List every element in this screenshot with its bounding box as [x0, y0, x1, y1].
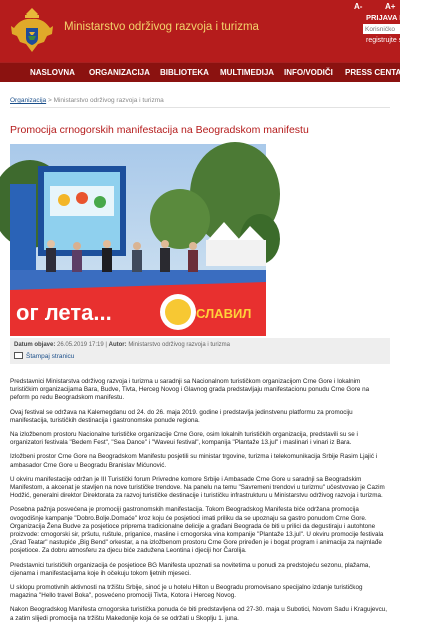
article-paragraph: Predstavnici Ministarstva održivog razvoja i turizma u saradnji sa Nacionalnom turističkom organizacijom Crne Gore i lokalnim turističkim organizacijama Bara, Budve, Tivta, Herceg Novog i Glavnog grada predstavljaju manifestacionu ponudu Crne Gore na peform po redu Beogradskom manifestu. [10, 378, 370, 402]
banner-text: ог лета... [16, 300, 112, 325]
article-meta-bar [10, 338, 390, 364]
breadcrumb-current: Ministarstvo održivog razvoja i turizma [53, 97, 164, 104]
nav-item-organizacija[interactable]: ORGANIZACIJA [89, 68, 150, 77]
article-paragraph: U sklopu promotivnih aktivnosti na tržištu Srbije, sinoć je u hotelu Hilton u Beogradu promovisano specijalno izdanje turističkog magazina "Hello travel Boka", posvećeno promociji Tivta, Kotora i Herceg Novog. [10, 584, 363, 600]
nav-item-info-vodici[interactable]: INFO/VODIČI [284, 68, 333, 77]
print-page-link[interactable] [14, 352, 74, 360]
article-paragraph: Posebna pažnja posvećena je promociji gastronomskih manifestacija. Tokom Beogradskog Manifesta biće održana promocija ovogodišnje kampanje "Dobro.Bolje.Domaće" kroz koju će posjetioci imati priliku da se upoznaju sa gastro ponudom Crne Gore. Organizacija Žena Budve za posjetioce priprema tradicionalne delicije a građani Beograda će biti u prilici da degustiraju i autohtone proizvode: crnogorski sir, pršutu, ruštule, priganice, masline i crnogorska vina kompanije "Plantaže 13.jul". U okviru promocije festivala „Grad Teatar" nastupiće „Big Bend" orkestar, a na izložbenom prostoru Crne Gore priređen je i bogat program i animacija za najmlađe posjetioce. Za dobru atmosferu za djecu biće zadužena Leontina i djeciji hor Čarolija. [10, 506, 384, 555]
article-paragraph: Ovaj festival se održava na Kalemegdanu od 24. do 26. maja 2019. godine i predstavlja jedinstvenu platformu za promociju manifestacija, turističkih destinacija i gastronomske ponude regiona. [10, 408, 353, 424]
breadcrumb [10, 97, 164, 104]
article-paragraph: U okviru manifestacije održan je III Turistički forum Privredne komore Srbije i Ambasade Crne Gore u saradnji sa Beogradskim Manifestom, a akcenat je stavljen na nove turističke trendove. Na panelu na temu "Savremeni trendovi u turizmu" učestvovao je Cazim Hodžić, generalni direktor Direktorata za razvoj turističke destinacije i turističku infrastrukturu u Ministarstvu održivog razvoja i turizma. [10, 475, 385, 500]
printer-icon [14, 352, 23, 359]
print-page-label: Štampaj stranicu [26, 353, 75, 360]
main-nav [0, 62, 408, 82]
nav-item-biblioteka[interactable]: BIBLIOTEKA [160, 68, 209, 77]
register-link[interactable]: registrujte s [366, 37, 403, 44]
nav-item-multimedija[interactable]: MULTIMEDIJA [220, 68, 275, 77]
site-header [0, 0, 405, 62]
article-paragraph: Nakon Beogradskog Manifesta crnogorska turistička ponuda će biti predstavljena od 27-30. maja u Subotici, Novom Sadu i Kragujevcu, a zatim slijedi promocija na tržištu Makedonije koja će se održati u Skoplju 1. juna. [10, 606, 387, 622]
article-paragraph: Na izložbenom prostoru Nacionalne turističke organizacije Crne Gore, osim lokalnih turističkih organizacija, predstavili su se i organizatori festivala "Bedem Fest", "Sea Dance" i "Waveui festival", kompanija "Plantaže 13.jul" i maslinari i vinari iz Bara. [10, 431, 358, 447]
font-smaller-button[interactable]: A- [354, 2, 363, 11]
breadcrumb-separator: > [46, 97, 54, 104]
nav-item-naslovna[interactable]: NASLOVNA [30, 68, 75, 77]
breadcrumb-link-organizacija[interactable]: Organizacija [10, 97, 47, 104]
site-title[interactable]: Ministarstvo održivog razvoja i turizma [64, 21, 259, 33]
font-larger-button[interactable]: A+ [385, 2, 396, 11]
coat-of-arms-icon[interactable] [8, 6, 56, 56]
nav-item-press-centar[interactable]: PRESS CENTAR [345, 68, 408, 77]
article-meta: Datum objave: 26.05.2019 17:19 | Autor: Ministarstvo održivog razvoja i turizma [14, 342, 231, 348]
article-paragraph: Izložbeni prostor Crne Gore na Beogradskom Manifestu posjetili su ministar trgovine, turizma i telekomunikacija Srbije Rasim Ljajić i ambasador Crne Gore u Beogradu Branislav Mićunović. [10, 453, 378, 469]
published-date: 26.05.2019 17:19 [57, 342, 104, 348]
private-login-label: PRIJAVA K [366, 13, 405, 22]
article-body [10, 378, 390, 629]
author-label: Autor: [108, 342, 127, 348]
username-input[interactable] [363, 24, 423, 34]
breadcrumb-divider [10, 107, 390, 108]
page-title: Promocija crnogorskih manifestacija na Beogradskom manifestu [10, 124, 309, 136]
banner-logo-text: СЛАВИЛ [196, 306, 252, 321]
event-stage-illustration [10, 144, 266, 336]
author-name: Ministarstvo održivog razvoja i turizma [128, 342, 231, 348]
article-photo[interactable] [10, 144, 266, 336]
article-paragraph: Predstavnici turističkih organizacija će posjetioce BG Manifesta upoznati sa novitetima u ponudi za predstojeću sezonu, plažama, cijenama i manifestacijama koje ih očekuju tokom ljetnih mjeseci. [10, 561, 371, 577]
published-label: Datum objave: [14, 342, 56, 348]
